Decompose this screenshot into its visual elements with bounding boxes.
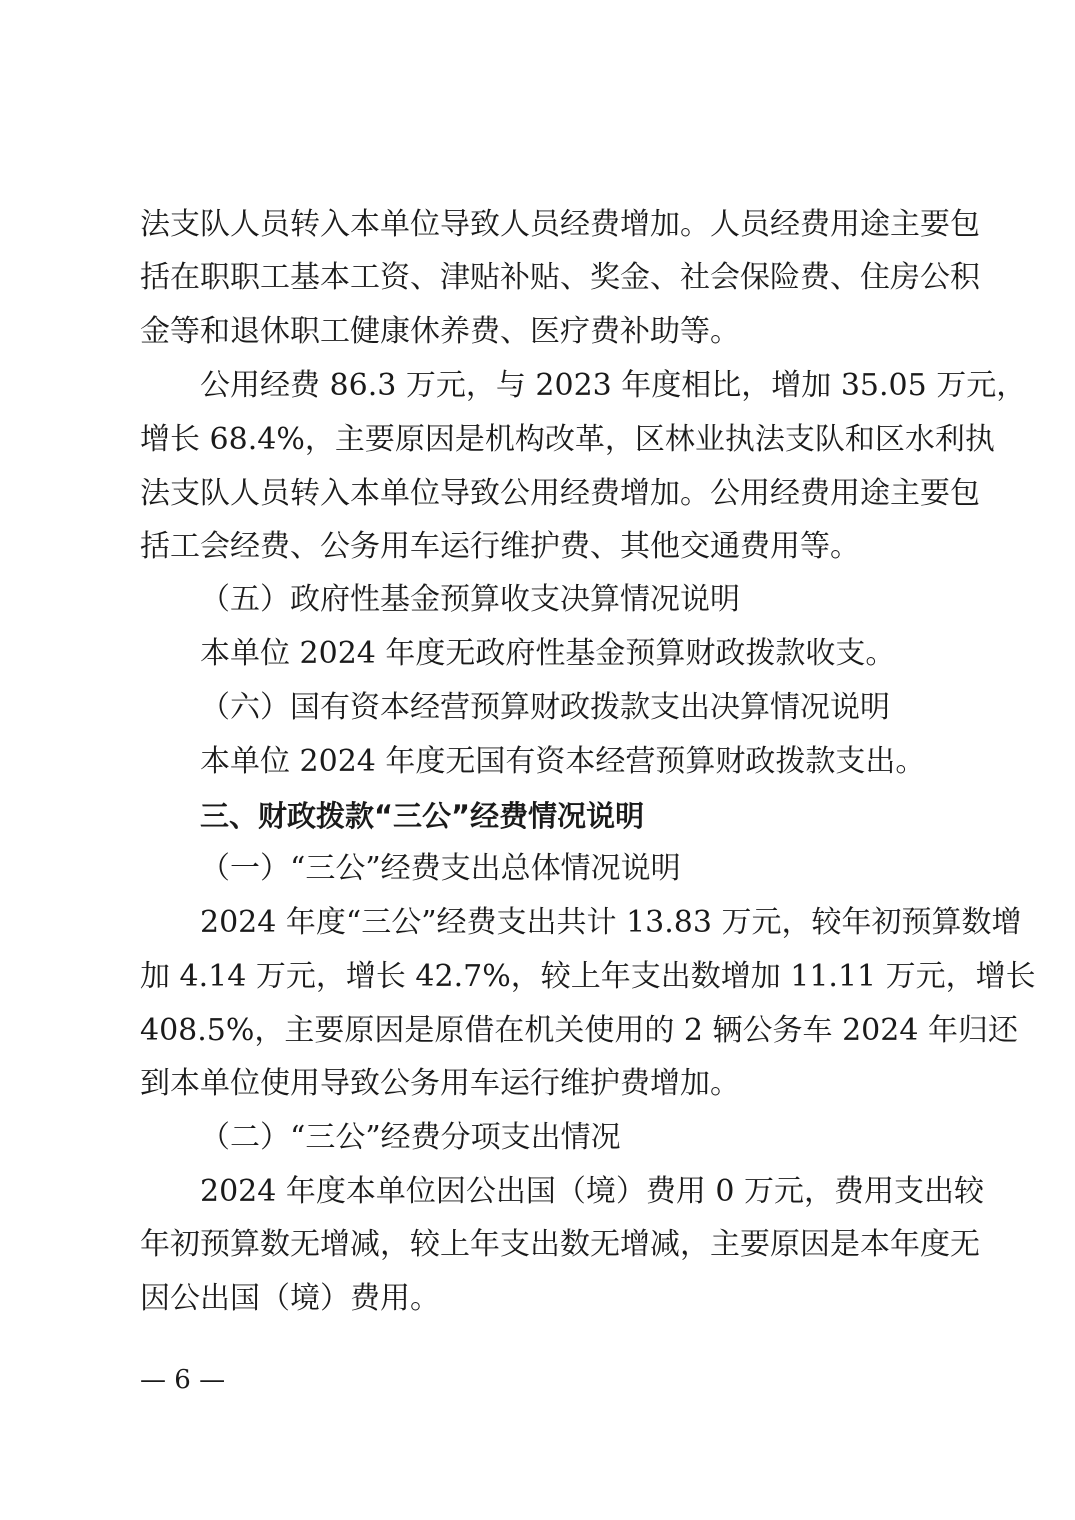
subsection-heading-1: （一）“三公”经费支出总体情况说明 [200,851,681,886]
paragraph-line: 括在职职工基本工资、津贴补贴、奖金、社会保险费、住房公积 [140,260,980,295]
paragraph-line: 公用经费 86.3 万元，与 2023 年度相比，增加 35.05 万元， [200,368,1027,403]
page-number: — 6 — [140,1365,226,1395]
paragraph-line: 法支队人员转入本单位导致人员经费增加。人员经费用途主要包 [140,207,980,242]
paragraph-line: 到本单位使用导致公务用车运行维护费增加。 [140,1066,740,1101]
paragraph-line: 增长 68.4%，主要原因是机构改革，区林业执法支队和区水利执 [140,422,995,457]
paragraph-line: 年初预算数无增减，较上年支出数无增减，主要原因是本年度无 [140,1227,980,1262]
section-text-5: 本单位 2024 年度无政府性基金预算财政拨款收支。 [200,636,896,671]
section-text-6: 本单位 2024 年度无国有资本经营预算财政拨款支出。 [200,744,926,779]
part-heading-3: 三、财政拨款“三公”经费情况说明 [200,799,645,833]
section-heading-6: （六）国有资本经营预算财政拨款支出决算情况说明 [200,690,890,725]
paragraph-line: 2024 年度本单位因公出国（境）费用 0 万元，费用支出较 [200,1174,985,1209]
section-heading-5: （五）政府性基金预算收支决算情况说明 [200,582,740,617]
paragraph-line: 408.5%，主要原因是原借在机关使用的 2 辆公务车 2024 年归还 [140,1013,1018,1048]
subsection-heading-2: （二）“三公”经费分项支出情况 [200,1120,621,1155]
paragraph-line: 金等和退休职工健康休养费、医疗费补助等。 [140,314,740,349]
paragraph-line: 因公出国（境）费用。 [140,1281,440,1316]
paragraph-line: 法支队人员转入本单位导致公用经费增加。公用经费用途主要包 [140,476,980,511]
paragraph-line: 2024 年度“三公”经费支出共计 13.83 万元，较年初预算数增 [200,905,1022,940]
paragraph-line: 加 4.14 万元，增长 42.7%，较上年支出数增加 11.11 万元，增长 [140,959,1036,994]
paragraph-line: 括工会经费、公务用车运行维护费、其他交通费用等。 [140,529,860,564]
